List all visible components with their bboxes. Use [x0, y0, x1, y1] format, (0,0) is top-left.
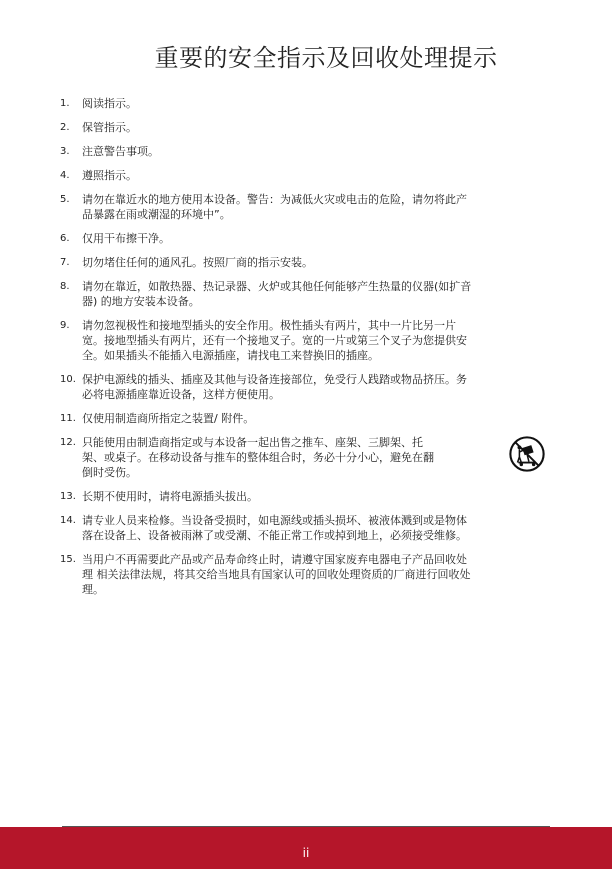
item-text: 遵照指示。	[82, 169, 137, 182]
item-number: 5.	[60, 194, 70, 205]
item-text: 保管指示。	[82, 121, 137, 134]
item-text: 仅用干布擦干净。	[82, 232, 170, 245]
list-item	[60, 231, 550, 246]
list-item	[60, 318, 550, 363]
item-text: 长期不使用时，请将电源插头拔出。	[82, 490, 258, 503]
item-text: 保护电源线的插头、插座及其他与设备连接部位，免受行人践踏或物品挤压。务 必将电源插座靠近设备，这样方便使用。	[82, 373, 467, 401]
list-item	[60, 372, 550, 402]
item-number: 3.	[60, 146, 70, 157]
item-number: 10.	[60, 374, 76, 385]
list-item	[60, 513, 550, 543]
item-number: 13.	[60, 491, 76, 502]
list-item	[60, 489, 550, 504]
item-text: 仅使用制造商所指定之装置/ 附件。	[82, 412, 255, 425]
item-text: 切勿堵住任何的通风孔。按照厂商的指示安装。	[82, 256, 313, 269]
page-title: 重要的安全指示及回收处理提示	[154, 44, 498, 72]
list-item	[60, 279, 550, 309]
item-number: 9.	[60, 320, 70, 331]
list-item	[60, 144, 550, 159]
item-number: 14.	[60, 515, 76, 526]
list-item	[60, 120, 550, 135]
item-text: 请勿在靠近水的地方使用本设备。警告：为减低火灾或电击的危险，请勿将此产 品暴露在雨或潮湿的环境中”。	[82, 193, 467, 221]
item-number: 1.	[60, 98, 70, 109]
item-number: 8.	[60, 281, 70, 292]
item-number: 2.	[60, 122, 70, 133]
safety-instructions-list	[60, 96, 550, 606]
item-text: 请勿忽视极性和接地型插头的安全作用。极性插头有两片，其中一片比另一片 宽。接地型插头有两片，还有一个接地叉子。宽的一片或第三个叉子为您提供安 全。如果插头不能插入电源插座，请找电工来替换旧的插座。	[82, 319, 467, 362]
item-number: 11.	[60, 413, 76, 424]
item-number: 4.	[60, 170, 70, 181]
item-text: 请勿在靠近，如散热器、热记录器、火炉或其他任何能够产生热量的仪器(如扩音 器) 的地方安装本设备。	[82, 280, 472, 308]
list-item	[60, 552, 550, 597]
item-text: 只能使用由制造商指定或与本设备一起出售之推车、座架、三脚架、托 架、或桌子。在移动设备与推车的整体组合时，务必十分小心，避免在翻 倒时受伤。	[82, 436, 434, 479]
cart-tip-over-warning-icon	[508, 435, 546, 473]
list-item	[60, 435, 550, 480]
item-text: 注意警告事项。	[82, 145, 159, 158]
list-item	[60, 96, 550, 111]
item-text: 当用户不再需要此产品或产品寿命终止时，请遵守国家废弃电器电子产品回收处 理 相关法律法规，将其交给当地具有国家认可的回收处理资质的厂商进行回收处 理。	[82, 553, 471, 596]
list-item	[60, 255, 550, 270]
item-text: 请专业人员来检修。当设备受损时，如电源线或插头损坏、被液体溅到或是物体 落在设备上、设备被雨淋了或受潮、不能正常工作或掉到地上，必须接受维修。	[82, 514, 467, 542]
item-number: 6.	[60, 233, 70, 244]
item-number: 15.	[60, 554, 76, 565]
list-item	[60, 411, 550, 426]
page-number: ii	[302, 846, 310, 860]
item-number: 12.	[60, 437, 76, 448]
item-number: 7.	[60, 257, 70, 268]
list-item	[60, 168, 550, 183]
item-text: 阅读指示。	[82, 97, 137, 110]
list-item	[60, 192, 550, 222]
